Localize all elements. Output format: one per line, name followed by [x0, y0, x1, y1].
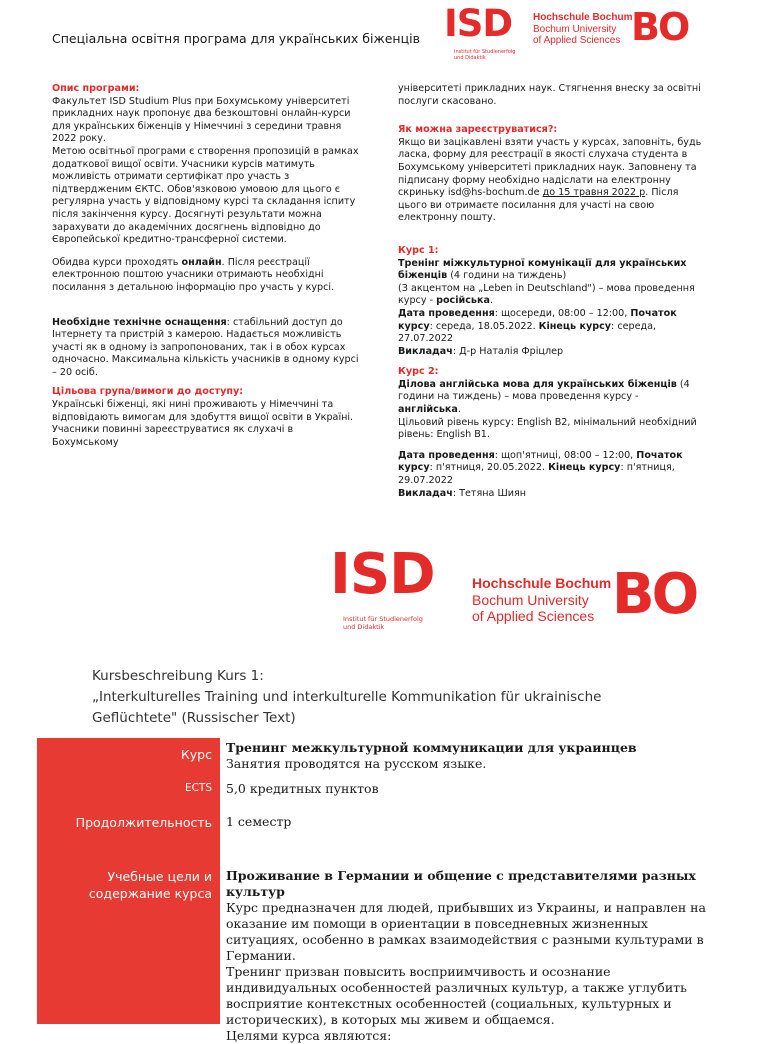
online-info-text: Обидва курси проходять онлайн. Після реєстрації електронною поштою учасники отримають необхідні посилання з детальною інформацію про участь у курсі.: [52, 256, 335, 293]
document-title: Спеціальна освітня програма для українських біженців: [52, 31, 420, 46]
isd-logo-page2: ISD Institut für Studienerfolg und Didaktik: [330, 542, 435, 631]
course2-heading: Курс 2:: [398, 366, 439, 378]
registration-heading: Як можна зареєструватися?:: [398, 124, 558, 136]
course1-heading: Курс 1:: [398, 244, 439, 256]
course2-teacher: Викладач: Тетяна Шиян: [398, 487, 527, 499]
row-value-course: Тренинг межкультурной коммуникации для украинцев Занятия проводятся на русском языке.: [226, 740, 637, 771]
row-value-goals: Проживание в Германии и общение с представителями разных культур Курс предназначен для людей, прибывших из Украины, и направлен на оказание им помощи в ориентации в повседневных жизненных ситуациях, особенно в рамках взаимодействия с разными культурами в Германии. Тренинг призван повысить восприимчивость и осознание индивидуальных особенностей различных культур, а также углубить восприятие контекстных особенностей (социальных, культурных и исторических), в которых мы живем и общаемся. Целями курса являются:: [226, 868, 706, 1043]
bo-logo-page2: BO: [612, 562, 697, 627]
target-group-heading: Цільова група/вимоги до доступу:: [52, 386, 244, 398]
program-description-text: Факультет ISD Studium Plus при Бохумському університеті прикладних наук пропонує два безкоштовні онлайн-курси для українських біженців у Німеччині з середини травня 2022 року.: [52, 95, 351, 145]
row-label-ects: ECTS: [184, 782, 212, 794]
hochschule-bochum-logo-text-page2: Hochschule Bochum Bochum University of Applied Sciences: [472, 575, 612, 624]
course-description-heading: Kursbeschreibung Kurs 1: „Interkulturelles Training und interkulturelle Kommunikation für ukrainische Geflüchtete" (Russischer Text): [92, 668, 602, 726]
program-description-heading: Опис програми:: [52, 83, 140, 94]
course1-language: (З акцентом на „Leben in Deutschland") – мова проведення курсу - російська.: [398, 282, 695, 307]
right-column: [398, 83, 704, 500]
tuition-text: університеті прикладних наук. Стягнення внеску за освітні послуги скасовано.: [398, 83, 701, 107]
course2-level: Цільовий рівень курсу: English B2, мінімальний необхідний рівень: English B1.: [398, 416, 697, 441]
deadline-text: до 15 травня 2022 р: [542, 187, 646, 199]
row-value-duration: 1 семестр: [226, 814, 292, 829]
row-label-duration: Продолжительность: [75, 815, 212, 830]
course1-title: Тренінг міжкультурної комунікації для українських біженців (4 години на тиждень): [398, 257, 687, 282]
target-group-text: Українські біженці, які нині проживають у Німеччині та відповідають вимогам для здобуття вищої освіти в Україні. Учасники повинні зареєструватися як слухачі в Бохумському: [52, 399, 354, 448]
row-value-ects: 5,0 кредитных пунктов: [226, 781, 379, 796]
row-label-goals: Учебные цели и содержание курса: [88, 869, 212, 901]
bo-logo: BO: [631, 5, 689, 49]
course2-title: Ділова англійська мова для українських біженців (4 години на тиждень) – мова проведення курсу - англійська.: [398, 378, 690, 416]
isd-logo: ISD Institut für Studienerfolg und Didaktik: [444, 2, 516, 61]
course1-dates: Дата проведення: щосереди, 08:00 – 12:00, Початок курсу: середа, 18.05.2022. Кінець курсу: середа, 27.07.2022: [398, 307, 677, 345]
course1-teacher: Викладач: Д-р Наталія Фріцлер: [398, 345, 564, 357]
course2-dates: Дата проведення: щоп'ятниці, 08:00 – 12:00, Початок курсу: п'ятниця, 20.05.2022. Кінець курсу: п'ятниця, 29.07.2022: [398, 449, 683, 487]
registration-text: Якщо ви зацікавлені взяти участь у курсах, заповніть, будь ласка, форму для реєстрації в якості слухача студента в Бохумському університеті прикладних наук. Заповнену та підписану форму необхідно надіслати на електронну скриньку isd@hs-bochum.de до 15 травня 2022 р. Після цього ви отримаєте посилання для участі на свою електронну пошту.: [398, 136, 702, 224]
hochschule-bochum-logo-text: Hochschule Bochum Bochum University of Applied Sciences: [533, 12, 633, 46]
program-goal-text: Метою освітньої програми є створення пропозицій в рамках додаткової вищої освіти. Учасники курсів матимуть можливість отримати сертифікат про участь з підтвердженим ЄКТС. Обов'язковою умовою для цього є регулярна участь у відповідному курсі та складання іспиту після закінчення курсу. Досягнуті результати можна зарахувати до академічних досягнень відповідно до Європейської кредитно-трансферної системи.: [52, 145, 359, 246]
row-label-course: Курс: [180, 747, 212, 762]
left-column: [52, 83, 362, 449]
tech-requirements-text: Необхідне технічне оснащення: стабільний доступ до Інтернету та пристрій з камерою. Надається можливість участі як в одному із запропонованих, так і в обох курсах одночасно. Максимальна кількість учасників в одному курсі – 20 осіб.: [52, 316, 359, 378]
